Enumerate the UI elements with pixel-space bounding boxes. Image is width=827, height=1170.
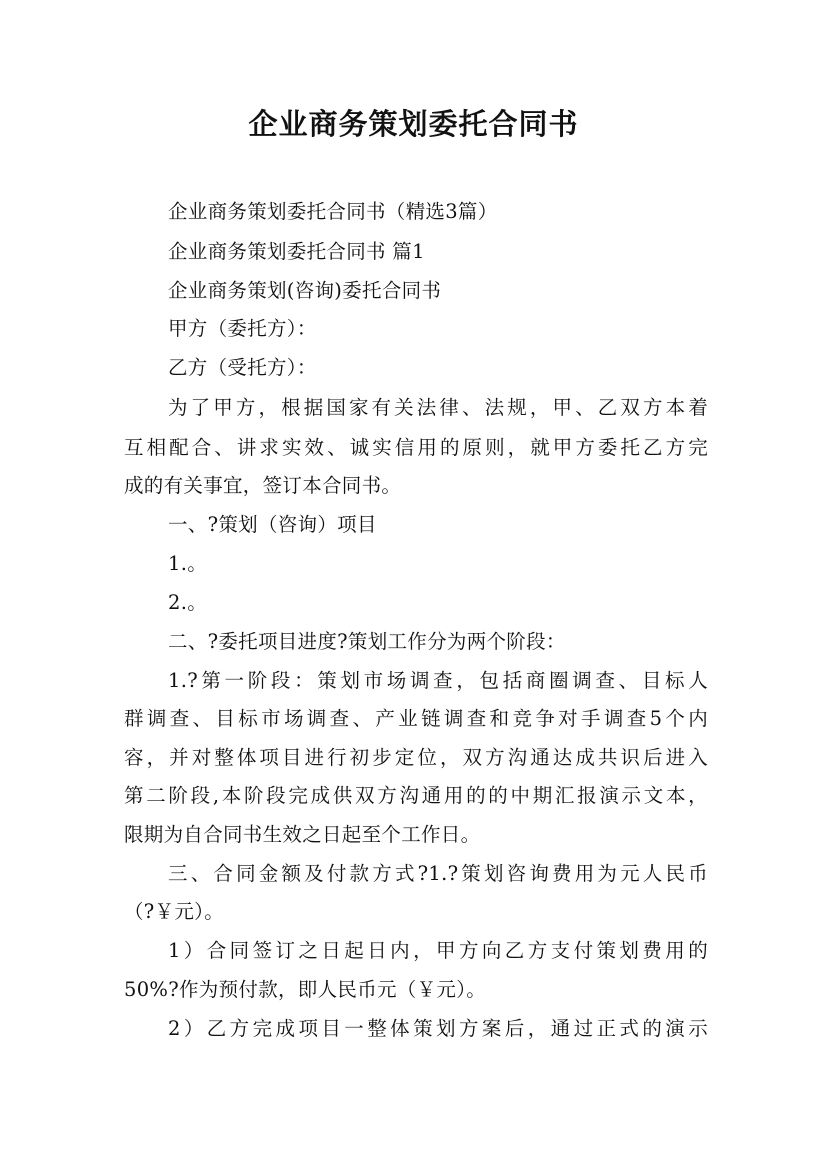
text-line: 2.。 — [168, 591, 208, 614]
text-line: 成的有关事宜，签订本合同书。 — [124, 474, 402, 497]
text-line: 为了甲方，根据国家有关法律、法规，甲、乙双方本着 — [168, 396, 708, 419]
text-line: 容，并对整体项目进行初步定位，双方沟通达成共识后进入 — [124, 746, 708, 769]
text-line: 二、?委托项目进度?策划工作分为两个阶段： — [168, 630, 566, 653]
text-line: 乙方（受托方）： — [168, 356, 317, 379]
text-line: 互相配合、讲求实效、诚实信用的原则，就甲方委托乙方完 — [124, 436, 708, 459]
text-line: 第二阶段,本阶段完成供双方沟通用的的中期汇报演示文本， — [124, 784, 708, 807]
text-line: 1.。 — [168, 552, 208, 575]
text-line: 1.?第一阶段：策划市场调查，包括商圈调查、目标人 — [168, 669, 708, 692]
text-line: 群调查、目标市场调查、产业链调查和竞争对手调查5个内 — [124, 707, 708, 730]
text-line: 企业商务策划(咨询)委托合同书 — [168, 279, 442, 302]
text-line: 甲方（委托方）： — [168, 317, 317, 340]
text-line: 三、合同金额及付款方式?1.?策划咨询费用为元人民币 — [168, 862, 708, 885]
text-line: 50%?作为预付款，即人民币元（￥元）。 — [124, 978, 487, 1001]
text-line: 企业商务策划委托合同书 篇1 — [168, 240, 425, 263]
text-line: 企业商务策划委托合同书（精选3篇） — [168, 200, 498, 223]
document-title: 企业商务策划委托合同书 — [248, 107, 579, 141]
text-line: 一、?策划（咨询）项目 — [168, 513, 377, 536]
text-line: 限期为自合同书生效之日起至个工作日。 — [124, 823, 481, 846]
text-line: 2）乙方完成项目一整体策划方案后，通过正式的演示 — [168, 1017, 708, 1040]
text-line: （?￥元）。 — [124, 900, 225, 923]
text-line: 1）合同签订之日起日内，甲方向乙方支付策划费用的 — [168, 939, 708, 962]
